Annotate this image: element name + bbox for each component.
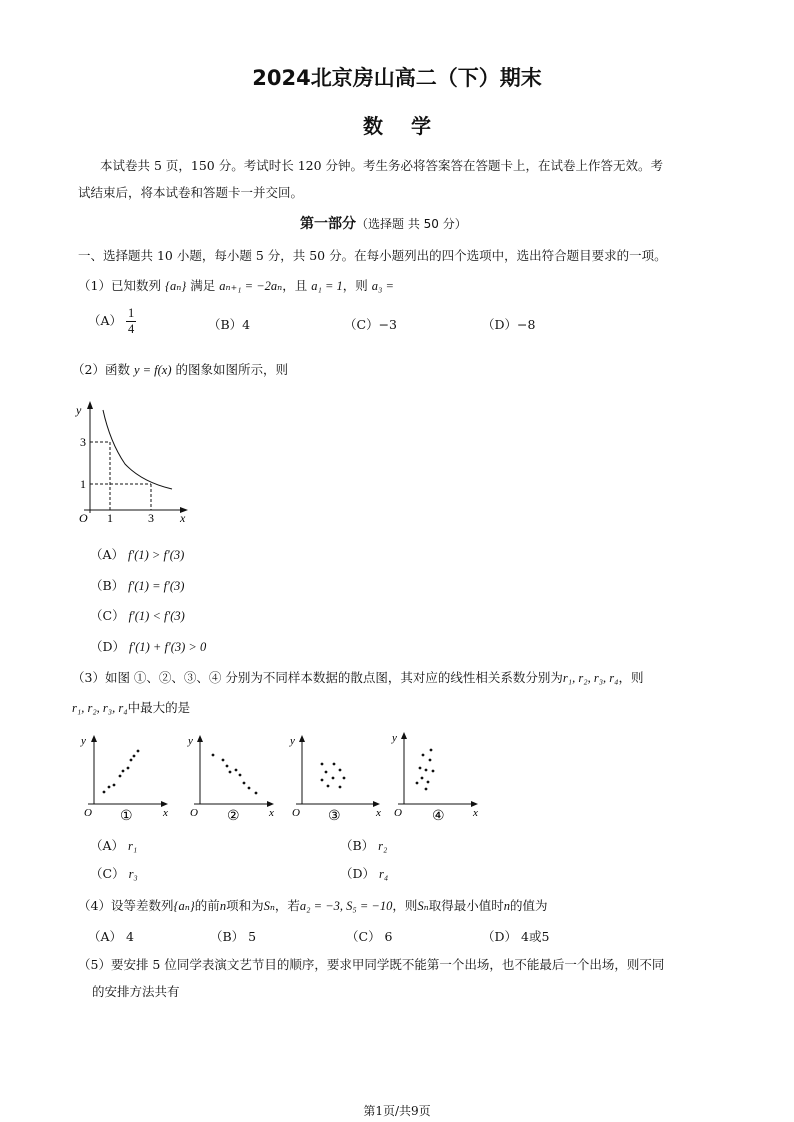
q1-option-a-label: （A） (88, 313, 123, 328)
plot3-label: ③ (328, 809, 341, 824)
q1-option-c: （C）−3 (344, 317, 397, 332)
plot3-origin: O (292, 807, 300, 819)
q2-option-b-expr: f′(1) = f′(3) (128, 579, 185, 593)
q4-sn: Sₙ (263, 899, 275, 913)
q2-prefix: （2）函数 (72, 362, 130, 377)
graph-x-label: x (180, 511, 186, 523)
plot1-origin: O (84, 807, 92, 819)
plot2-y-arrow (197, 735, 203, 742)
q4-condition: a₂ = −3, S₅ = −10 (299, 899, 393, 913)
plot2-points (212, 754, 258, 795)
plot4-x-label: x (473, 807, 478, 819)
q4-seq: {aₙ} (173, 899, 195, 913)
q1-option-b: （B）4 (208, 317, 251, 332)
q1-initial: a₁ = 1 (311, 279, 343, 293)
q1-mid3: ，则 (342, 278, 368, 293)
plot2-origin: O (190, 807, 198, 819)
plot2-x-label: x (269, 807, 274, 819)
q1-mid1: 满足 (190, 278, 216, 293)
scatter-plot-3 (288, 730, 388, 825)
part-heading-note: （选择题 共 50 分） (356, 217, 467, 231)
q4-t2: 项和为 (226, 898, 264, 913)
q3-option-c-label: （C） (90, 866, 125, 881)
q1-option-a (88, 306, 136, 337)
q3-option-a-label: （A） (90, 838, 125, 853)
q3-line1-end: ，则 (618, 670, 644, 685)
graph-tick-x1: 1 (107, 511, 113, 523)
q3-option-d (340, 864, 388, 882)
question-2-stem (72, 360, 288, 378)
q3-r-list: r₁, r₂, r₃, r₄ (562, 671, 619, 685)
subject-title: 数学 (363, 114, 459, 138)
plot3-y-label: y (290, 735, 295, 747)
q4-prefix: （4）设等差数列 (78, 898, 174, 913)
page-footer: 第1页/共9页 (363, 1104, 431, 1118)
q1-option-a-fraction (126, 306, 136, 337)
graph-tick-y3: 3 (80, 435, 86, 449)
scatter-plot-4 (390, 727, 490, 825)
question-3-stem-line-1 (72, 668, 644, 686)
graph-origin: O (79, 511, 88, 523)
q3-r-list-2: r₁, r₂, r₃, r₄ (72, 701, 128, 715)
plot2-y-label: y (188, 735, 193, 747)
q2-option-d-expr: f′(1) + f′(3) > 0 (129, 640, 207, 654)
q3-option-c (90, 864, 138, 882)
q4-n1: n (219, 899, 227, 913)
page-title: 2024北京房山高二（下）期末 (252, 66, 542, 90)
q3-option-d-value: r₄ (379, 867, 389, 881)
q2-function: y = f(x) (133, 363, 172, 377)
graph-tick-x3: 3 (148, 511, 154, 523)
q4-option-b: （B） 5 (210, 929, 257, 944)
plot4-label: ④ (432, 809, 445, 824)
q2-option-c-expr: f′(1) < f′(3) (128, 609, 185, 623)
plot3-x-label: x (376, 807, 381, 819)
q4-option-a: （A） 4 (88, 929, 134, 944)
section-instruction: 一、选择题共 10 小题，每小题 5 分，共 50 分。在每小题列出的四个选项中，选出符合题目要求的一项。 (78, 248, 667, 263)
function-curve (103, 410, 172, 489)
graph-y-label: y (76, 403, 82, 417)
q2-suffix: 的图象如图所示，则 (175, 362, 289, 377)
q2-option-d (90, 637, 206, 655)
q4-t4: ，则 (392, 898, 418, 913)
q2-option-a (90, 545, 184, 563)
q2-option-a-expr: f′(1) > f′(3) (128, 548, 185, 562)
plot1-y-arrow (91, 735, 97, 742)
q4-n2: n (503, 899, 510, 913)
plot1-y-label: y (81, 735, 86, 747)
q3-line2-suffix: 中最大的是 (127, 700, 191, 715)
q2-function-graph (70, 398, 195, 523)
q4-option-d: （D） 4或5 (482, 929, 550, 944)
scatter-plot-2 (186, 730, 286, 825)
q1-mid2: ，且 (282, 278, 308, 293)
q2-option-b (90, 576, 184, 594)
q4-t6: 的值为 (509, 898, 548, 913)
plot2-label: ② (227, 809, 240, 824)
q1-recurrence: aₙ₊₁ = −2aₙ (219, 279, 283, 293)
q1-option-d: （D）−8 (482, 317, 536, 332)
q4-t3: ，若 (274, 898, 300, 913)
q3-option-b-value: r₂ (378, 839, 388, 853)
plot3-y-arrow (299, 735, 305, 742)
fraction-denominator: 4 (128, 322, 135, 336)
q1-target: a₃ = (371, 279, 394, 293)
intro-line-2: 试结束后，将本试卷和答题卡一并交回。 (78, 185, 304, 200)
question-3-stem-line-2 (72, 698, 190, 716)
part-heading (300, 213, 467, 233)
scatter-plot-1 (76, 730, 176, 825)
q1-seq: {aₙ} (164, 279, 187, 293)
part-heading-title: 第一部分 (300, 216, 356, 232)
y-axis-arrow (87, 401, 93, 409)
fraction-numerator: 1 (128, 306, 135, 320)
q4-sn2: Sₙ (417, 899, 429, 913)
intro-line-1: 本试卷共 5 页，150 分。考试时长 120 分钟。考生务必将答案答在答题卡上，在试卷上作答无效。考 (100, 158, 664, 173)
q4-option-c: （C） 6 (346, 929, 393, 944)
question-1-stem (78, 276, 394, 294)
question-4-stem (78, 896, 547, 914)
q3-option-c-value: r₃ (128, 867, 138, 881)
question-5-line-2: 的安排方法共有 (92, 984, 180, 999)
q3-option-a-value: r₁ (128, 839, 138, 853)
q3-option-d-label: （D） (340, 866, 376, 881)
q3-option-a (90, 836, 137, 854)
q2-option-d-label: （D） (90, 639, 126, 654)
plot3-points (321, 763, 346, 789)
graph-tick-y1: 1 (80, 477, 86, 491)
plot1-label: ① (120, 809, 133, 824)
q2-option-c (90, 606, 185, 624)
plot4-origin: O (394, 807, 402, 819)
q2-option-c-label: （C） (90, 608, 125, 623)
q3-option-b (340, 836, 387, 854)
question-5-line-1: （5）要安排 5 位同学表演文艺节目的顺序，要求甲同学既不能第一个出场，也不能最后一个出场，则不同 (78, 957, 665, 972)
q4-t5: 取得最小值时 (428, 898, 504, 913)
q2-option-a-label: （A） (90, 547, 125, 562)
q1-prefix: （1）已知数列 (78, 278, 161, 293)
q3-option-b-label: （B） (340, 838, 375, 853)
plot1-points (103, 750, 140, 794)
plot4-y-arrow (401, 732, 407, 739)
plot1-x-label: x (163, 807, 168, 819)
q4-t1: 的前 (194, 898, 220, 913)
q2-option-b-label: （B） (90, 578, 125, 593)
plot4-points (416, 749, 435, 791)
plot4-y-label: y (392, 732, 397, 744)
q3-line1-text: （3）如图 ①、②、③、④ 分别为不同样本数据的散点图，其对应的线性相关系数分别为 (72, 670, 563, 685)
